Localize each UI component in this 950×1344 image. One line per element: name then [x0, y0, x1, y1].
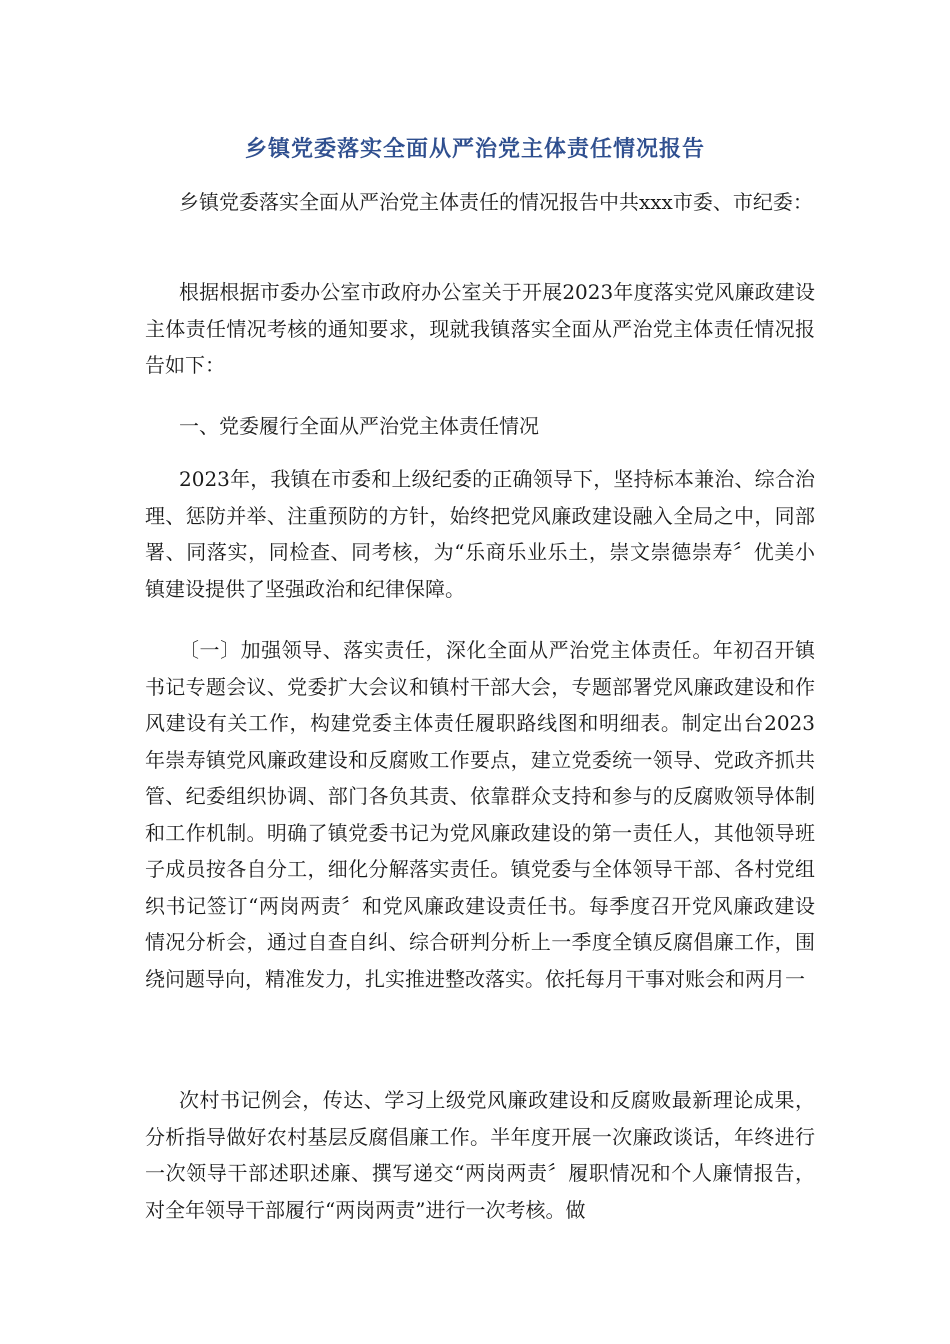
body-paragraph-1: 2023年，我镇在市委和上级纪委的正确领导下，坚持标本兼治、综合治理、惩防并举、注重预防的方针，始终把党风廉政建设融入全局之中，同部署、同落实，同检查、同考核，为“乐商乐业乐土，崇文崇德崇寿〞优美小镇建设提供了坚强政治和纪律保障。 — [145, 467, 815, 601]
section-heading-1: 一、党委履行全面从严治党主体责任情况 — [179, 414, 539, 438]
salutation-paragraph: 乡镇党委落实全面从严治党主体责任的情况报告中共xxx市委、市纪委： — [179, 190, 813, 214]
body-paragraph-2: 〔一〕加强领导、落实责任，深化全面从严治党主体责任。年初召开镇书记专题会议、党委扩大会议和镇村干部大会，专题部署党风廉政建设和作风建设有关工作，构建党委主体责任履职路线图和明细表。制定出台2023年崇寿镇党风廉政建设和反腐败工作要点，建立党委统一领导、党政齐抓共管、纪委组织协调、部门各负其责、依靠群众支持和参与的反腐败领导体制和工作机制。明确了镇党委书记为党风廉政建设的第一责任人，其他领导班子成员按各自分工，细化分解落实责任。镇党委与全体领导干部、各村党组织书记签订“两岗两责〞和党风廉政建设责任书。每季度召开党风廉政建设情况分析会，通过自查自纠、综合研判分析上一季度全镇反腐倡廉工作，围绕问题导向，精准发力，扎实推进整改落实。依托每月干事对账会和两月一 — [145, 638, 815, 991]
intro-paragraph: 根据根据市委办公室市政府办公室关于开展2023年度落实党风廉政建设主体责任情况考核的通知要求，现就我镇落实全面从严治党主体责任情况报告如下： — [145, 280, 815, 377]
document-title: 乡镇党委落实全面从严治党主体责任情况报告 — [244, 136, 705, 162]
body-paragraph-3: 次村书记例会，传达、学习上级党风廉政建设和反腐败最新理论成果，分析指导做好农村基层反腐倡廉工作。半年度开展一次廉政谈话，年终进行一次领导干部述职述廉、撰写递交“两岗两责〞履职情况和个人廉情报告，对全年领导干部履行“两岗两责”进行一次考核。做 — [145, 1088, 815, 1222]
